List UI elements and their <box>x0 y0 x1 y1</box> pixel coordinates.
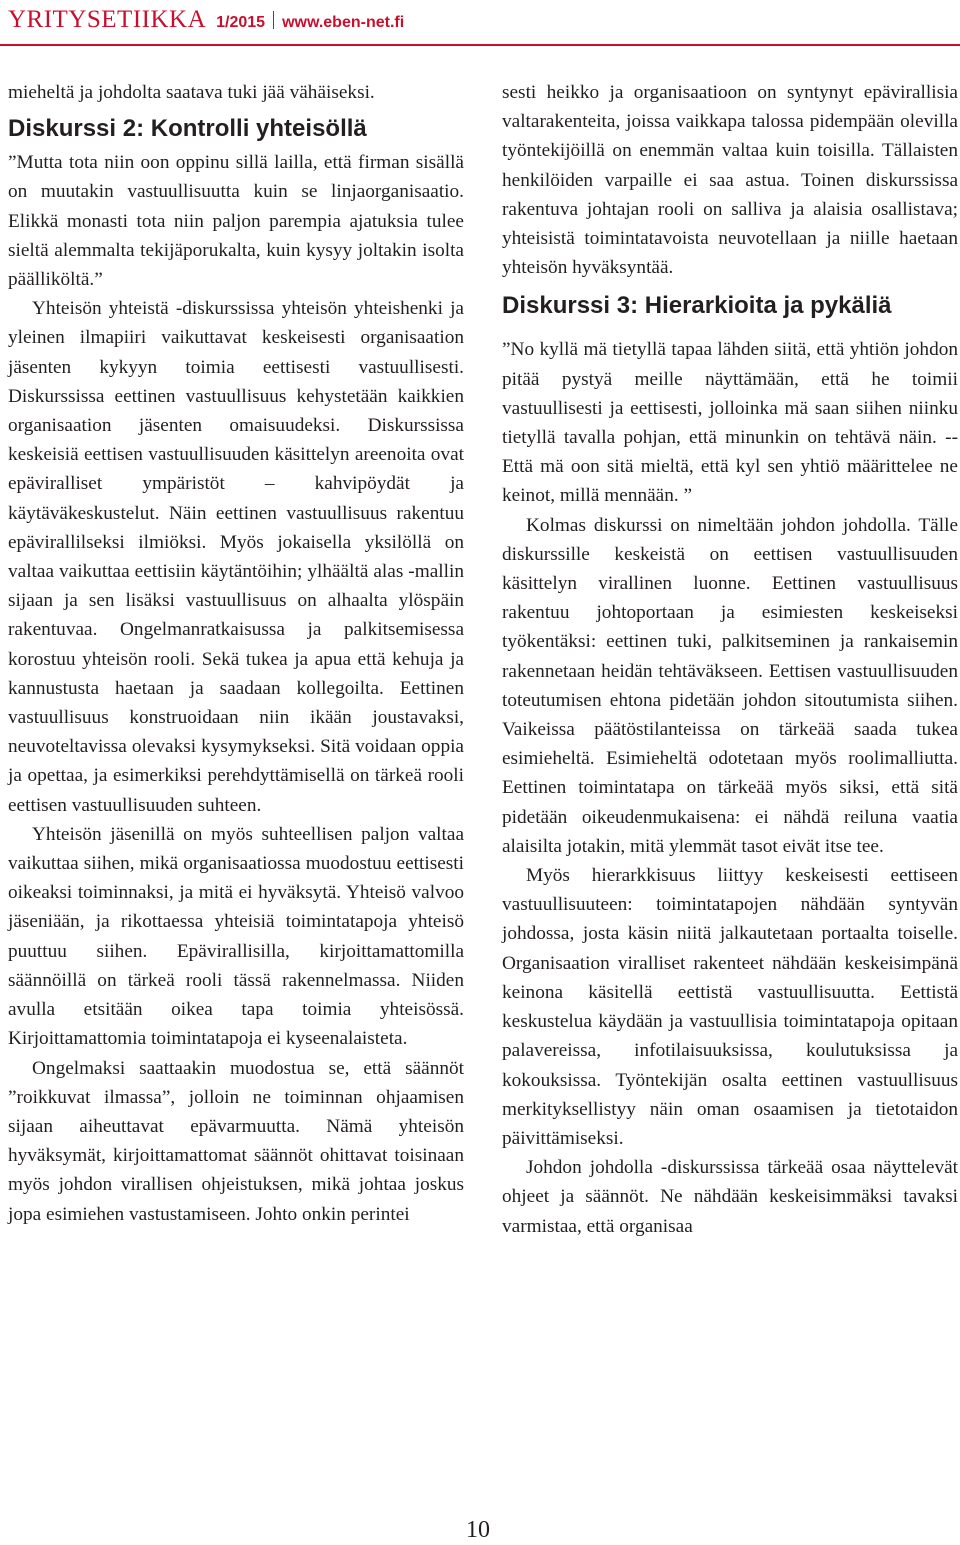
right-column <box>502 78 958 1241</box>
interview-quote: ”No kyllä mä tietyllä tapaa lähden siitä, että yhtiön johdon pitää pystyä meille näyttämään, että he toimii vastuullisesti ja eettisesti, jolloinka mä saan siihen niinku tietyllä tavalla pohjan, että minunkin on tehtävä näin. -- Että mä oon sitä mieltä, että kyl sen yhtiö määrittelee ne keinot, millä mennään. ” <box>502 339 958 507</box>
magazine-title: YRITYSETIIKKA <box>8 6 207 33</box>
page-number: 10 <box>466 1517 490 1543</box>
body-paragraph: Johdon johdolla -diskurssissa tärkeää osaa näyttelevät ohjeet ja säännöt. Ne nähdään keskeisimmäksi tavaksi varmistaa, että organisaa <box>502 1157 958 1237</box>
body-paragraph: Yhteisön jäsenillä on myös suhteellisen paljon valtaa vaikuttaa siihen, mikä organisaatiossa muodostuu eettisesti oikeaksi toiminnaksi, ja mitä ei hyväksytä. Yhteisö valvoo jäseniään, ja rikottaessa yhteisiä toimintatapoja yhteisö puuttuu siihen. Epävirallisilla, kirjoittamattomilla säännöillä on tärkeä rooli tässä rakennelmassa. Niiden avulla etsitään oikea tapa toimia yhteisössä. Kirjoittamattomia toimintatapoja ei kyseenalaisteta. <box>8 823 464 1050</box>
section-heading-discourse-2: Diskurssi 2: Kontrolli yhteisöllä <box>8 115 367 143</box>
section-heading-discourse-3: Diskurssi 3: Hierarkioita ja pykäliä <box>502 292 892 320</box>
paragraph-continued: mieheltä ja johdolta saatava tuki jää vähäiseksi. <box>8 82 375 103</box>
header-rule <box>0 44 960 46</box>
body-paragraph: Kolmas diskurssi on nimeltään johdon johdolla. Tälle diskurssille keskeistä on eettisen vastuullisuuden käsittelyn virallinen luonne. Eettinen vastuullisuus rakentuu johtoportaan ja esimiesten keskeiseksi työkentäksi: eettinen tuki, palkitseminen ja rankaisemin rakennetaan heidän tehtäväkseen. Eettisen vastuullisuuden toteutumisen ehtona pidetään johdon sitoutumista siihen. Vaikeissa päätöstilanteissa on tärkeää saada tukea esimieheltä. Esimieheltä odotetaan myös roolimalliutta. Eettinen toimintatapa on tärkeää myös siksi, että sitä pidetään oikeudenmukaisena: ei nähdä reiluna vaatia alaisilta jotakin, mitä ylemmät tasot eivät itse tee. <box>502 514 958 857</box>
body-paragraph: Myös hierarkkisuus liittyy keskeisesti eettiseen vastuullisuuteen: toimintatapojen nähdään syntyvän johdossa, josta käsin niitä jalkautetaan portaalta toiselle. Organisaation viralliset rakenteet nähdään keskeisimpänä keinona käsitellä eettistä vastuullisuutta. Eettistä keskustelua käydään ja vastuullisia toimintatapoja opitaan palavereissa, infotilaisuuksissa, koulutuksissa ja kokouksissa. Työntekijän osalta eettinen vastuullisuus merkityksellistyy näin oman osaamisen ja tietotaidon päivittämiseksi. <box>502 865 958 1149</box>
header-separator <box>273 11 274 29</box>
website-link[interactable]: www.eben-net.fi <box>282 14 405 31</box>
body-paragraph: Ongelmaksi saattaakin muodostua se, että säännöt ”roikkuvat ilmassa”, jolloin ne toiminnan ohjaamisen sijaan aiheuttavat epävarmuutta. Nämä yhteisön hyväksymät, kirjoittamattomat säännöt ohittavat toisinaan myös johdon virallisen ohjeistuksen, mikä johtaa joskus jopa esimiehen vastustamiseen. Johto onkin perintei <box>8 1057 464 1225</box>
interview-quote: ”Mutta tota niin oon oppinu sillä lailla, että firman sisällä on muutakin vastuullisuutta kuin se linjaorganisaatio. Elikkä monasti tota niin paljon parempia ajatuksia tulee sieltä alemmalta tekijäporukalta, kuin kysyy joltakin isolta päälliköltä.” <box>8 152 464 291</box>
running-header <box>8 6 404 40</box>
left-column <box>8 78 464 1229</box>
body-paragraph: Yhteisön yhteistä -diskurssissa yhteisön yhteishenki ja yleinen ilmapiiri vaikuttavat keskeisesti organisaation jäsenten kykyyn toimia eettisesti vastuullisesti. Diskurssissa eettinen vastuullisuus kehystetään kaikkien organisaation jäsenten omaisuudeksi. Diskurssissa keskeisiä eettisen vastuullisuuden käsittelyn areenoita ovat epäviralliset ympäristöt – kahvipöydät ja käytäväkeskustelut. Näin eettinen vastuullisuus rakentuu epävirallilseksi ilmiöksi. Myös jokaisella yksilöllä on valtaa vaikuttaa eettisiin käytäntöihin; ylhäältä alas -mallin sijaan ja sen lisäksi vastuullisuus on alhaalta ylöspäin rakentuvaa. Ongelmanratkaisussa ja palkitsemisessa korostuu yhteisön rooli. Sekä tukea ja apua että kehuja ja kannustusta haetaan ja saadaan kollegoilta. Eettinen vastuullisuus konstruoidaan niin ikään joustavaksi, neuvoteltavissa olevaksi kysymykseksi. Sitä voidaan oppia ja opettaa, ja esimerkiksi perehdyttämisellä on tärkeä rooli eettisen vastuullisuuden suhteen. <box>8 298 464 816</box>
paragraph-continued: sesti heikko ja organisaatioon on syntynyt epävirallisia valtarakenteita, joissa vaikkapa talossa pidempään olevilla työntekijöillä on enemmän valtaa kuin toisilla. Tällaisten henkilöiden varpaille ei saa astua. Toinen diskurssissa rakentuva johtajan rooli on salliva ja alaisia osallistava; yhteisistä toimintatavoista neuvotellaan ja niille haetaan yhteisön hyväksyntää. <box>502 82 958 279</box>
issue-number: 1/2015 <box>216 14 266 31</box>
